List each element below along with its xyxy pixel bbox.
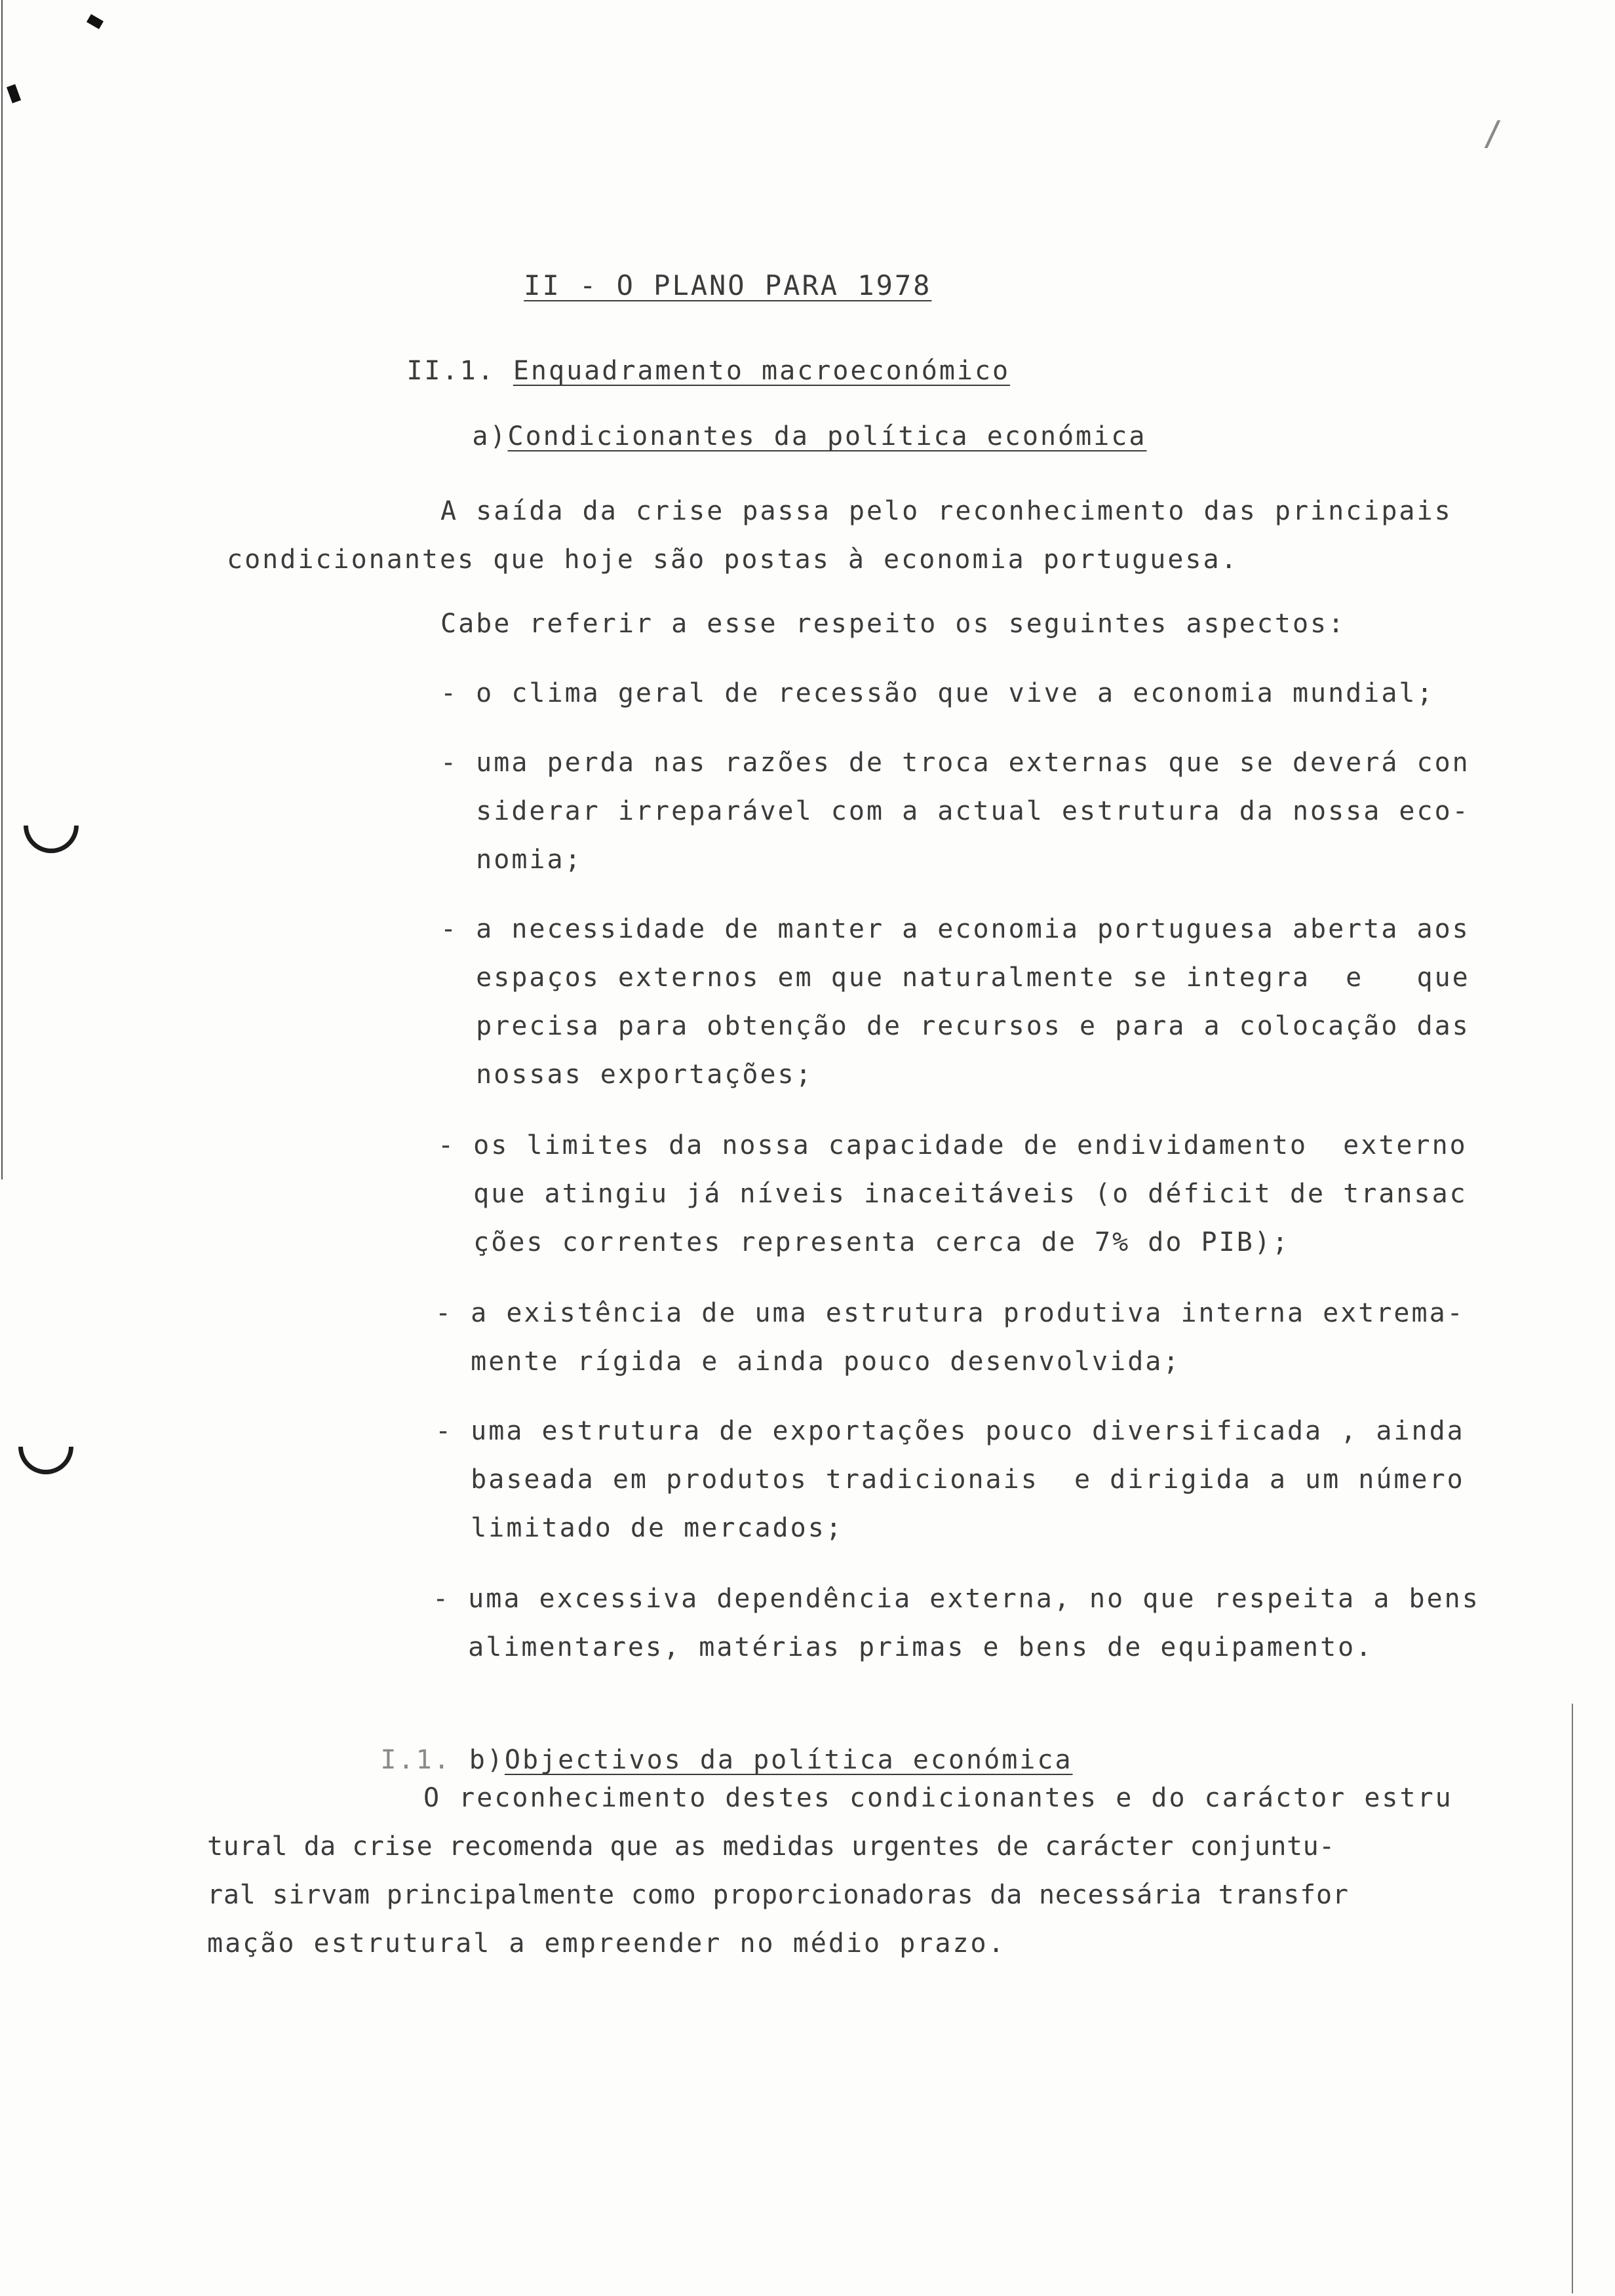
paragraph-line: mação estrutural a empreender no médio prazo. (207, 1928, 1006, 1959)
paragraph-line: O reconhecimento destes condicionantes e do caráctor estru (423, 1783, 1453, 1813)
list-item-continuation: precisa para obtenção de recursos e para a colocação das (440, 1011, 1470, 1041)
list-item: - a existência de uma estrutura produtiva interna extrema- (435, 1298, 1465, 1328)
list-item: - uma estrutura de exportações pouco diversificada , ainda (435, 1416, 1465, 1446)
list-item: - o clima geral de recessão que vive a economia mundial; (440, 678, 1435, 708)
intro-line: A saída da crise passa pelo reconhecimento das principais (440, 496, 1452, 526)
binder-hole-mark (12, 787, 90, 865)
section-number: II.1. (406, 356, 496, 386)
list-item-continuation: espaços externos em que naturalmente se integra e que (440, 963, 1470, 993)
list-item-continuation: siderar irreparável com a actual estrutura da nossa eco- (440, 796, 1470, 826)
scan-speck (87, 14, 104, 29)
lead-in-text: Cabe referir a esse respeito os seguintes aspectos: (440, 609, 1346, 639)
page-edge-line (1572, 1704, 1573, 2293)
subsection-a-label: a) (472, 421, 508, 451)
list-item-continuation: ções correntes representa cerca de 7% do PIB); (438, 1227, 1290, 1257)
section-title: Enquadramento macroeconómico (513, 356, 1011, 386)
list-item-continuation: baseada em produtos tradicionais e dirigida a um número (435, 1464, 1465, 1495)
list-item-continuation: nossas exportações; (440, 1060, 813, 1090)
subsection-a-heading (401, 389, 1146, 484)
page-title-text: II - O PLANO PARA 1978 (524, 269, 932, 301)
list-item: - a necessidade de manter a economia portuguesa aberta aos (440, 914, 1470, 944)
list-item-continuation: alimentares, matérias primas e bens de equipamento. (433, 1632, 1374, 1662)
list-item-continuation: limitado de mercados; (435, 1513, 844, 1543)
list-item-continuation: nomia; (440, 845, 583, 875)
paragraph-line: ral sirvam principalmente como proporcionadoras da necessária transfor (207, 1880, 1349, 1910)
subsection-b-label: b) (469, 1745, 505, 1775)
list-item: - uma perda nas razões de troca externas que se deverá con (440, 748, 1470, 778)
list-item: - uma excessiva dependência externa, no que respeita a bens (433, 1584, 1480, 1614)
margin-note: / (1483, 114, 1506, 153)
subsection-b-title: Objectivos da política económica (504, 1745, 1073, 1775)
list-item-continuation: que atingiu já níveis inaceitáveis (o déficit de transac (438, 1179, 1468, 1209)
page-edge-line (1, 0, 3, 1179)
scan-speck (7, 84, 21, 103)
subsection-a-title: Condicionantes da política económica (507, 421, 1147, 451)
list-item: - os limites da nossa capacidade de endividamento externo (438, 1130, 1468, 1160)
subsection-b-prefix: I.1. (380, 1745, 452, 1775)
page-title (450, 239, 931, 333)
paragraph-line: tural da crise recomenda que as medidas urgentes de carácter conjuntu- (207, 1831, 1335, 1862)
list-item-continuation: mente rígida e ainda pouco desenvolvida; (435, 1347, 1181, 1377)
intro-line: condicionantes que hoje são postas à economia portuguesa. (227, 545, 1239, 575)
binder-hole-mark (7, 1408, 85, 1486)
